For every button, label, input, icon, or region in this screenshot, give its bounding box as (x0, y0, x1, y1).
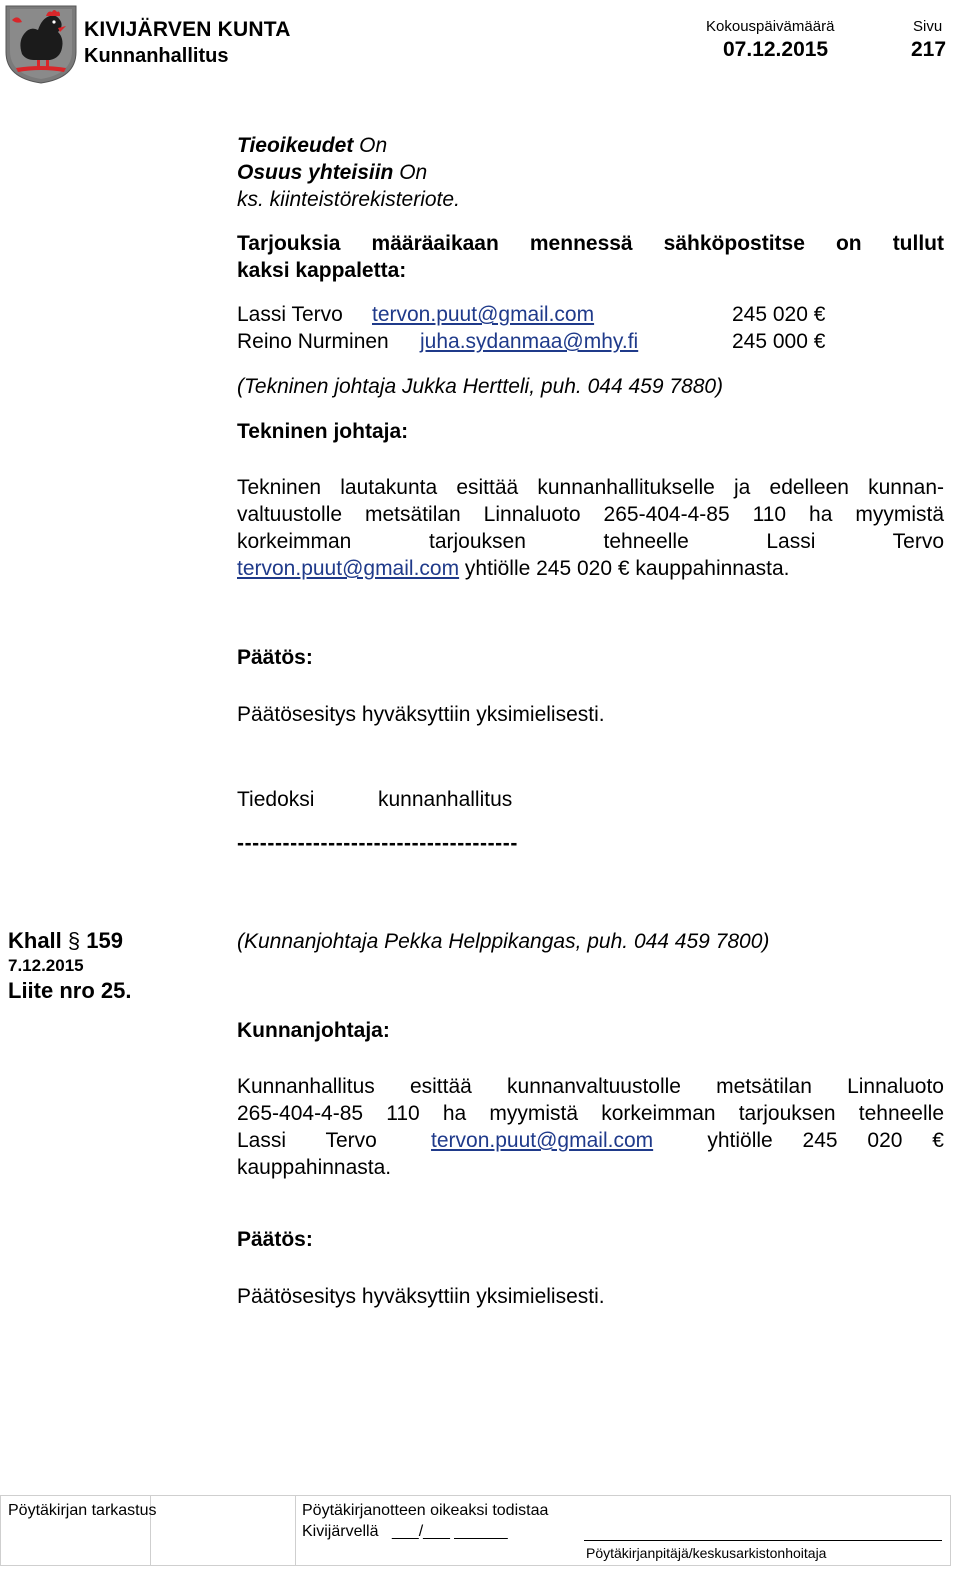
technical-heading: Tekninen johtaja: (237, 420, 409, 443)
footer-role-label: Pöytäkirjanpitäjä/keskusarkistonhoitaja (586, 1545, 827, 1561)
offers-intro-line-1: Tarjouksia määräaikaan mennessä sähköpostitse on tullut (237, 232, 944, 255)
coat-of-arms-logo (4, 4, 78, 84)
section-separator: ------------------------------------- (237, 832, 518, 855)
footer-review-cell (1, 1496, 157, 1565)
page-label: Sivu (913, 18, 943, 35)
technical-email-link[interactable]: tervon.puut@gmail.com (237, 557, 460, 580)
offer-row-2-email-link[interactable]: juha.sydanmaa@mhy.fi (420, 330, 639, 353)
khall-text-line-2: 265-404-4-85 110 ha myymistä korkeimman tarjouksen tehneelle (237, 1102, 944, 1125)
rights-value-1: On (359, 134, 388, 157)
khall-date: 7.12.2015 (8, 956, 84, 975)
khall-text-line-3 (237, 1127, 944, 1155)
technical-text-line-3: korkeimman tarjouksen tehneelle Lassi Tervo (237, 530, 944, 553)
technical-contact: (Tekninen johtaja Jukka Hertteli, puh. 044 459 7880) (237, 375, 724, 398)
meeting-date-label: Kokouspäivämäärä (706, 18, 835, 35)
khall-section-number: Khall § 159 (8, 928, 123, 953)
footer-certified-cell (296, 1496, 950, 1565)
khall-text-line-1: Kunnanhallitus esittää kunnanvaltuustolle metsätilan Linnaluoto (237, 1075, 944, 1098)
khall-attachment: Liite nro 25. (8, 978, 132, 1003)
rights-line-1 (237, 132, 387, 160)
footer-review-label: Pöytäkirjan tarkastus (8, 1502, 157, 1519)
rights-value-2: On (399, 161, 428, 184)
decision-text-1: Päätösesitys hyväksyttiin yksimielisesti. (237, 703, 605, 726)
footer-signature-line (584, 1540, 942, 1541)
body-name: Kunnanhallitus (84, 45, 229, 67)
khall-heading: Kunnanjohtaja: (237, 1019, 390, 1042)
khall-text-line-4: kauppahinnasta. (237, 1156, 392, 1179)
offers-intro-line-2: kaksi kappaletta: (237, 259, 407, 282)
khall-text-line-3-amount: yhtiölle 245 020 € (707, 1129, 944, 1152)
footer-certified-label: Pöytäkirjanotteen oikeaksi todistaa (302, 1502, 549, 1519)
decision-text-2: Päätösesitys hyväksyttiin yksimielisesti. (237, 1285, 605, 1308)
footer-date-blank: ___/___ ______ (392, 1523, 508, 1540)
rights-label-2: Osuus yhteisiin (237, 161, 394, 184)
footer-blank-cell (151, 1496, 296, 1565)
offer-row-2-amount: 245 000 € (732, 330, 826, 353)
footer-signature-box (0, 1495, 951, 1566)
rights-note: ks. kiinteistörekisteriote. (237, 188, 460, 211)
footer-place: Kivijärvellä (302, 1523, 379, 1540)
decision-label-2: Päätös: (237, 1228, 313, 1251)
info-recipient: kunnanhallitus (378, 788, 513, 811)
offer-row-1-amount: 245 020 € (732, 303, 826, 326)
khall-text-line-3-name: Lassi Tervo (237, 1129, 377, 1152)
meeting-date: 07.12.2015 (723, 38, 829, 61)
khall-contact: (Kunnanjohtaja Pekka Helppikangas, puh. 044 459 7800) (237, 930, 770, 953)
offer-row-1-email-link[interactable]: tervon.puut@gmail.com (372, 303, 595, 326)
rights-line-2 (237, 159, 427, 187)
khall-email-link[interactable]: tervon.puut@gmail.com (431, 1129, 654, 1152)
technical-text-line-4 (237, 555, 790, 583)
offer-row-1-name: Lassi Tervo (237, 303, 343, 326)
rights-label-1: Tieoikeudet (237, 134, 354, 157)
technical-text-line-2: valtuustolle metsätilan Linnaluoto 265-404-4-85 110 ha myymistä (237, 503, 944, 526)
decision-label-1: Päätös: (237, 646, 313, 669)
info-label: Tiedoksi (237, 788, 315, 811)
technical-text-line-1: Tekninen lautakunta esittää kunnanhallitukselle ja edelleen kunnan- (237, 476, 944, 499)
technical-text-tail: yhtiölle 245 020 € kauppahinnasta. (459, 557, 790, 580)
offer-row-2-name: Reino Nurminen (237, 330, 389, 353)
organization-name: KIVIJÄRVEN KUNTA (84, 18, 291, 41)
page-number: 217 (911, 38, 947, 61)
